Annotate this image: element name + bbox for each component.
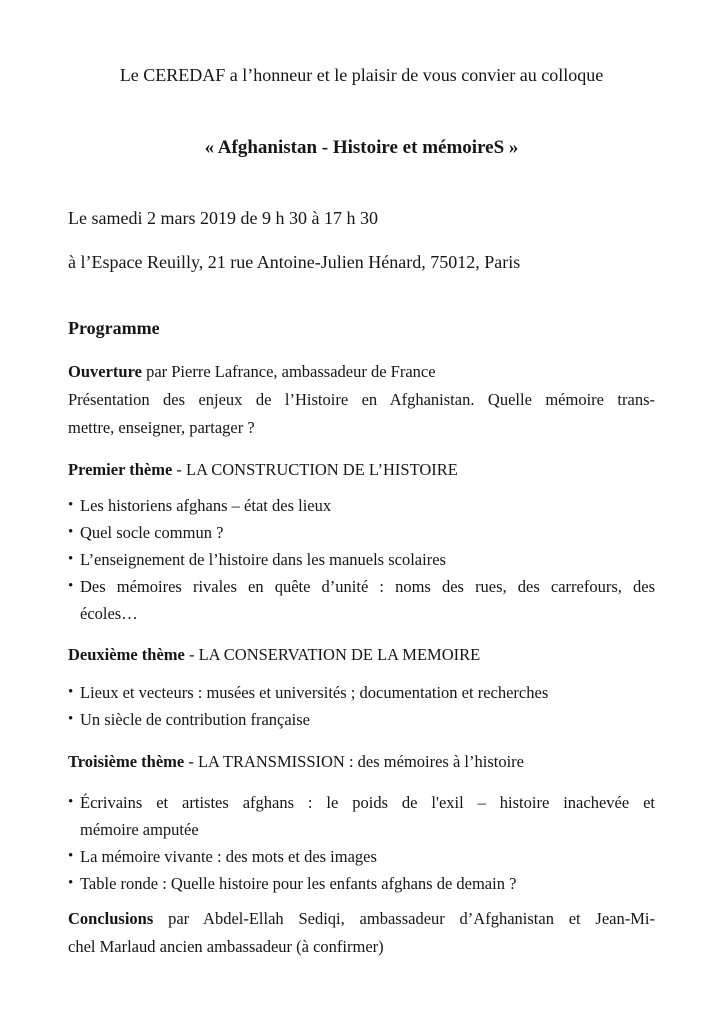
bullet-icon: • [68,711,74,727]
list-item [68,679,655,706]
list-item-text: Les historiens afghans – état des lieux [80,496,332,515]
list-item [68,843,655,870]
bullet-icon: • [68,848,74,864]
theme-3-heading [68,748,655,776]
list-item-text: Un siècle de contribution française [80,710,310,729]
list-item-text: Lieux et vecteurs : musées et universités ; documentation et recherches [80,683,549,702]
theme-1-heading [68,456,655,484]
event-venue-line: à l’Espace Reuilly, 21 rue Antoine-Julien Hénard, 75012, Paris [68,252,521,272]
bullet-icon: • [68,551,74,567]
theme-3-title: - LA TRANSMISSION : des mémoires à l’histoire [184,752,524,771]
list-item [68,706,655,733]
list-item-text: écoles… [80,604,138,623]
theme-2-title: - LA CONSERVATION DE LA MEMOIRE [184,645,481,664]
conclusions-line [68,905,655,933]
ouverture-line [68,358,655,386]
conclusions-line: chel Marlaud ancien ambassadeur (à confirmer) [68,937,384,956]
event-date-line: Le samedi 2 mars 2019 de 9 h 30 à 17 h 30 [68,208,378,228]
theme-1-lead: Premier thème [68,460,173,479]
theme-2-lead: Deuxième thème [68,645,185,664]
list-item [68,519,655,546]
bullet-icon: • [68,497,74,513]
programme-heading: Programme [68,318,160,338]
bullet-icon: • [68,578,74,594]
list-item [68,492,655,519]
list-item [68,573,655,627]
list-item [68,870,655,897]
list-item-text: La mémoire vivante : des mots et des images [80,847,377,866]
theme-1-list [68,492,655,627]
list-item-text: Table ronde : Quelle histoire pour les enfants afghans de demain ? [80,874,517,893]
ouverture-lead: Ouverture [68,362,142,381]
list-item [68,789,655,843]
theme-3-lead: Troisième thème [68,752,185,771]
conclusions-lead: Conclusions [68,909,154,928]
ouverture-desc-line: Présentation des enjeux de l’Histoire en Afghanistan. Quelle mémoire trans- [68,390,655,409]
bullet-icon: • [68,684,74,700]
list-item-text: Écrivains et artistes afghans : le poids de l'exil – histoire inachevée et [80,793,655,812]
theme-2-list [68,679,655,733]
bullet-icon: • [68,794,74,810]
list-item-text: L’enseignement de l’histoire dans les manuels scolaires [80,550,446,569]
ouverture-desc-line: mettre, enseigner, partager ? [68,418,255,437]
bullet-icon: • [68,524,74,540]
ouverture-paragraph [68,358,655,442]
list-item-text: Des mémoires rivales en quête d’unité : noms des rues, des carrefours, des [80,577,655,596]
list-item [68,546,655,573]
list-item-text: Quel socle commun ? [80,523,224,542]
bullet-icon: • [68,875,74,891]
theme-3-list [68,789,655,897]
theme-2-heading [68,641,655,669]
conclusions-text: par Abdel-Ellah Sediqi, ambassadeur d’Afghanistan et Jean-Mi- [153,909,655,928]
list-item-text: mémoire amputée [80,820,199,839]
conclusions-paragraph [68,905,655,961]
invitation-line: Le CEREDAF a l’honneur et le plaisir de vous convier au colloque [119,65,604,85]
ouverture-lead-rest: par Pierre Lafrance, ambassadeur de France [141,362,436,381]
theme-1-title: - LA CONSTRUCTION DE L’HISTOIRE [172,460,458,479]
colloque-title: « Afghanistan - Histoire et mémoireS » [204,137,519,158]
